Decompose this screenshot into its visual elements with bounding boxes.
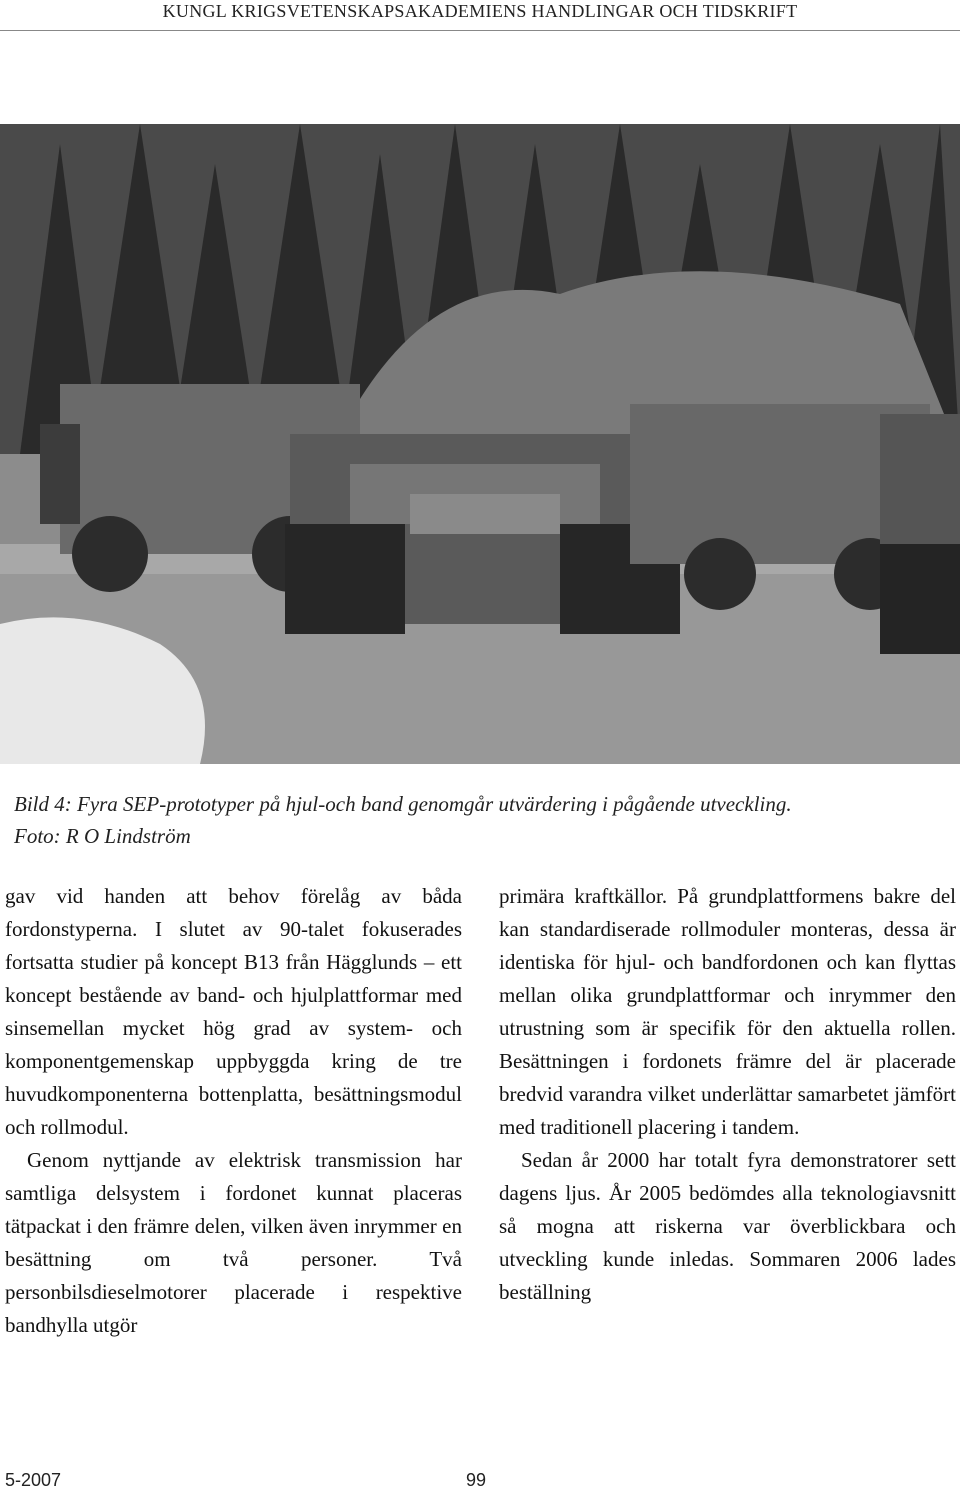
header-rule [0, 30, 960, 31]
paragraph: Genom nyttjande av elektrisk transmission har samtliga delsystem i fordonet kunnat placeras tätpackat i den främre delen, vilken även inrymmer en besättning om två personer. Två personbilsdieselmotorer placerade i respektive bandhylla utgör [5, 1148, 462, 1337]
paragraph: primära kraftkällor. På grundplattformens bakre del kan standardiserade rollmoduler monteras, dessa är identiska för hjul- och bandfordonen och kan flyttas mellan olika grundplattformar och inrymmer den utrustning som är specifik för den aktuella rollen. Besättningen i fordonets främre del är placerade bredvid varandra vilket underlättar samarbetet jämfört med traditionell placering i tandem. [499, 884, 956, 1139]
paragraph: Sedan år 2000 har totalt fyra demonstratorer sett dagens ljus. År 2005 bedömdes alla teknologiavsnitt så mogna att riskerna var överblickbara och utveckling kunde inledas. Sommaren 2006 lades beställning [499, 1148, 956, 1304]
figure-caption [14, 788, 954, 852]
page-number: 99 [466, 1470, 487, 1490]
issue-number: 5-2007 [5, 1470, 62, 1490]
caption-credit: Foto: R O Lindström [14, 824, 191, 848]
caption-text: Bild 4: Fyra SEP-prototyper på hjul-och band genomgår utvärdering i pågående utveckling. [14, 792, 792, 816]
journal-title: KUNGL KRIGSVETENSKAPSAKADEMIENS HANDLINGAR OCH TIDSKRIFT [162, 1, 798, 21]
body-column-left [5, 880, 462, 1342]
journal-header [0, 0, 960, 26]
body-column-right [499, 880, 956, 1309]
photo-vehicle-prototypes [0, 124, 960, 764]
photo-illustration [0, 124, 960, 764]
paragraph: gav vid handen att behov förelåg av båda fordonstyperna. I slutet av 90-talet fokuserades fortsatta studier på koncept B13 från Hägglunds – ett koncept bestående av band- och hjulplattformar med sinsemellan mycket hög grad av system- och komponentgemenskap uppbyggda kring de tre huvudkomponenterna bottenplatta, besättningsmodul och rollmodul. [5, 884, 462, 1139]
